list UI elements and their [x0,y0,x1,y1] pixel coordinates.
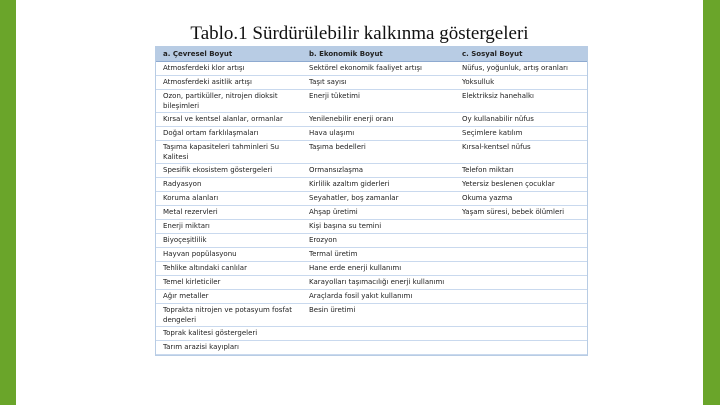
table-row [156,76,587,90]
cell-social: Seçimlere katılım [455,127,587,141]
table-row [156,192,587,206]
cell-economic: Hane erde enerji kullanımı [302,262,455,276]
cell-environmental: Tehlike altındaki canlılar [156,262,302,276]
cell-environmental: Atmosferdeki klor artışı [156,62,302,76]
table-row [156,234,587,248]
cell-social: Nüfus, yoğunluk, artış oranları [455,62,587,76]
cell-social [455,220,587,234]
cell-social: Kırsal-kentsel nüfus [455,141,587,164]
cell-social [455,262,587,276]
cell-economic [302,341,455,355]
table-header-row [156,47,587,62]
cell-economic: Erozyon [302,234,455,248]
cell-social [455,327,587,341]
cell-social: Yaşam süresi, bebek ölümleri [455,206,587,220]
table-row [156,220,587,234]
cell-social [455,276,587,290]
indicator-table-grid [156,47,587,355]
slide [16,0,703,405]
cell-environmental: Radyasyon [156,178,302,192]
table-row [156,248,587,262]
cell-social: Yoksulluk [455,76,587,90]
cell-environmental: Toprakta nitrojen ve potasyum fosfat dengeleri [156,304,302,327]
cell-social [455,234,587,248]
cell-environmental: Hayvan popülasyonu [156,248,302,262]
cell-environmental: Atmosferdeki asitlik artışı [156,76,302,90]
cell-social [455,341,587,355]
table-row [156,206,587,220]
cell-environmental: Tarım arazisi kayıpları [156,341,302,355]
table-row [156,341,587,355]
cell-economic: Yenilenebilir enerji oranı [302,113,455,127]
cell-economic: Araçlarda fosil yakıt kullanımı [302,290,455,304]
header-social: c. Sosyal Boyut [455,47,587,62]
cell-economic [302,327,455,341]
cell-economic: Besin üretimi [302,304,455,327]
cell-environmental: Ozon, partiküller, nitrojen dioksit bileşimleri [156,90,302,113]
table-row [156,178,587,192]
cell-environmental: Ağır metaller [156,290,302,304]
cell-economic: Termal üretim [302,248,455,262]
cell-economic: Taşıt sayısı [302,76,455,90]
cell-environmental: Metal rezervleri [156,206,302,220]
cell-environmental: Taşıma kapasiteleri tahminleri Su Kalitesi [156,141,302,164]
cell-social [455,290,587,304]
cell-economic: Ormansızlaşma [302,164,455,178]
cell-economic: Ahşap üretimi [302,206,455,220]
table-row [156,290,587,304]
cell-economic: Enerji tüketimi [302,90,455,113]
cell-social: Elektriksiz hanehalkı [455,90,587,113]
cell-social: Okuma yazma [455,192,587,206]
cell-economic: Kişi başına su temini [302,220,455,234]
table-row [156,62,587,76]
cell-economic: Sektörel ekonomik faaliyet artışı [302,62,455,76]
slide-title: Tablo.1 Sürdürülebilir kalkınma göstergeleri [190,23,529,44]
header-environmental: a. Çevresel Boyut [156,47,302,62]
cell-social [455,304,587,327]
cell-environmental: Biyoçeşitlilik [156,234,302,248]
indicator-table [155,46,588,356]
cell-economic: Taşıma bedelleri [302,141,455,164]
cell-social: Oy kullanabilir nüfus [455,113,587,127]
cell-economic: Kirlilik azaltım giderleri [302,178,455,192]
table-row [156,304,587,327]
header-economic: b. Ekonomik Boyut [302,47,455,62]
cell-environmental: Toprak kalitesi göstergeleri [156,327,302,341]
cell-environmental: Spesifik ekosistem göstergeleri [156,164,302,178]
table-row [156,327,587,341]
cell-environmental: Koruma alanları [156,192,302,206]
cell-environmental: Kırsal ve kentsel alanlar, ormanlar [156,113,302,127]
table-row [156,262,587,276]
table-row [156,164,587,178]
table-row [156,90,587,113]
cell-social: Yetersiz beslenen çocuklar [455,178,587,192]
table-row [156,127,587,141]
cell-economic: Hava ulaşımı [302,127,455,141]
table-row [156,113,587,127]
cell-environmental: Enerji miktarı [156,220,302,234]
cell-economic: Seyahatler, boş zamanlar [302,192,455,206]
cell-social [455,248,587,262]
table-row [156,276,587,290]
cell-environmental: Temel kirleticiler [156,276,302,290]
cell-environmental: Doğal ortam farklılaşmaları [156,127,302,141]
table-row [156,141,587,164]
cell-social: Telefon miktarı [455,164,587,178]
cell-economic: Karayolları taşımacılığı enerji kullanımı [302,276,455,290]
